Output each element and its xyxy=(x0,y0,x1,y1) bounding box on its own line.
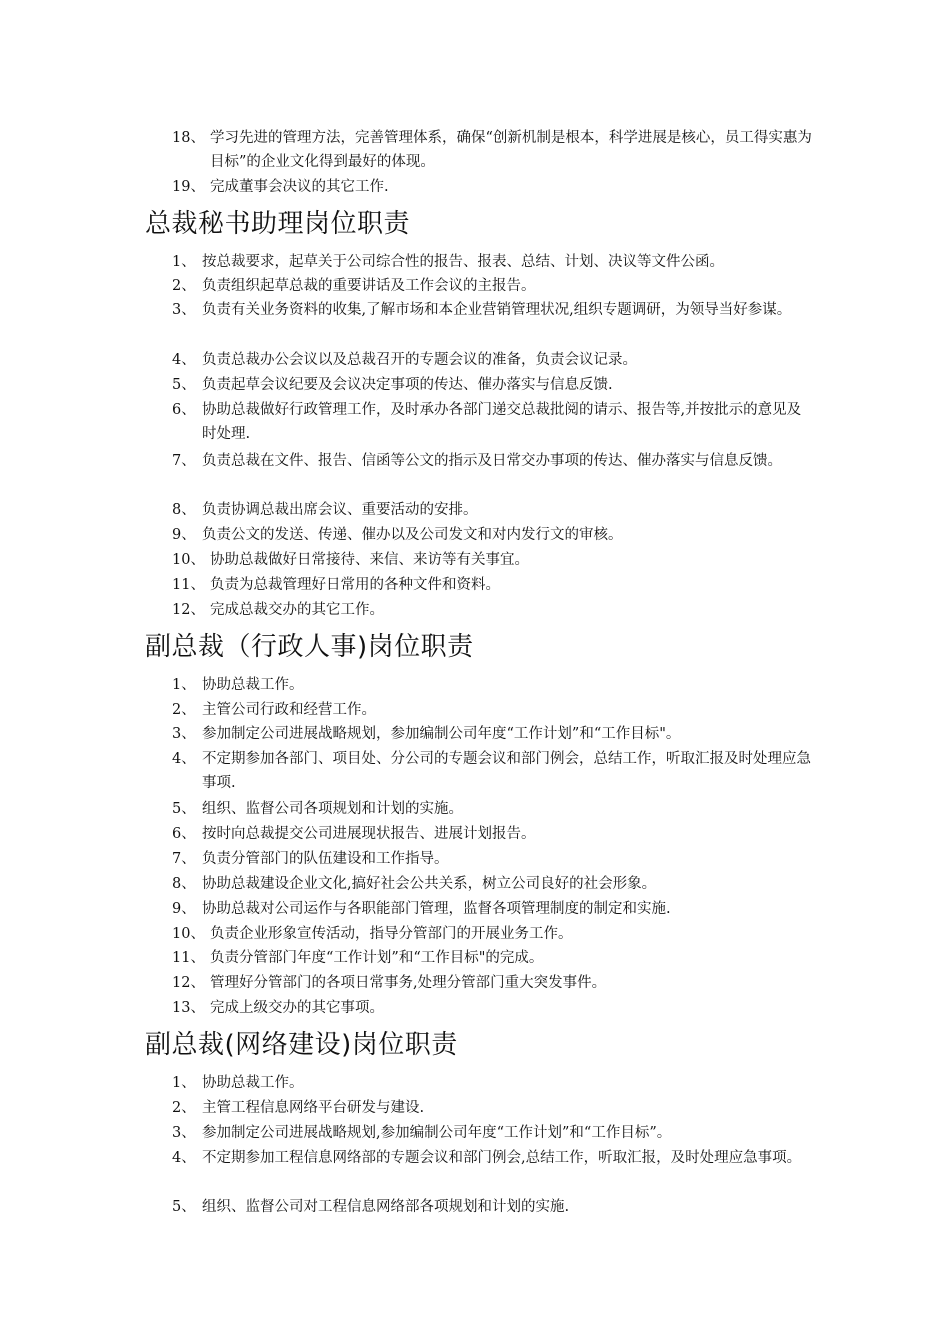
list-item xyxy=(172,922,812,946)
list-item xyxy=(172,250,812,274)
list-item xyxy=(172,175,812,199)
item-number: 5、 xyxy=(172,377,196,393)
item-number: 8、 xyxy=(172,502,196,518)
item-text: 不定期参加工程信息网络部的专题会议和部门例会,总结工作，听取汇报，及时处理应急事项。 xyxy=(202,1150,802,1166)
item-text: 负责起草会议纪要及会议决定事项的传达、催办落实与信息反馈. xyxy=(202,377,613,393)
item-text: 负责总裁办公会议以及总裁召开的专题会议的准备，负责会议记录。 xyxy=(202,352,637,368)
list-item xyxy=(172,673,812,697)
item-number: 5、 xyxy=(172,801,196,817)
item-text: 负责公文的发送、传递、催办以及公司发文和对内发行文的审核。 xyxy=(202,527,623,543)
list-item xyxy=(172,971,812,995)
item-number: 6、 xyxy=(172,402,196,418)
list-item xyxy=(172,847,812,871)
list-item xyxy=(172,1121,812,1145)
list-item xyxy=(172,698,812,722)
item-number: 3、 xyxy=(172,302,196,318)
item-text: 负责协调总裁出席会议、重要活动的安排。 xyxy=(202,502,478,518)
item-number: 1、 xyxy=(172,254,196,270)
item-number: 3、 xyxy=(172,1125,196,1141)
item-number: 3、 xyxy=(172,726,196,742)
item-text: 协助总裁工作。 xyxy=(202,1075,304,1091)
list-item xyxy=(172,126,812,174)
item-number: 7、 xyxy=(172,851,196,867)
item-number: 13、 xyxy=(172,1000,205,1016)
section-title: 副总裁（行政人事)岗位职责 xyxy=(145,632,474,662)
item-text: 按时向总裁提交公司进展现状报告、进展计划报告。 xyxy=(202,826,536,842)
item-text: 协助总裁工作。 xyxy=(202,677,304,693)
item-number: 7、 xyxy=(172,453,196,469)
item-number: 2、 xyxy=(172,1100,196,1116)
item-text: 主管工程信息网络平台研发与建设. xyxy=(202,1100,425,1116)
item-number: 12、 xyxy=(172,975,205,991)
list-item xyxy=(172,573,812,597)
item-number: 10、 xyxy=(172,926,205,942)
item-number: 10、 xyxy=(172,552,205,568)
item-number: 2、 xyxy=(172,702,196,718)
item-number: 1、 xyxy=(172,677,196,693)
list-item xyxy=(172,996,812,1020)
list-item xyxy=(172,1146,812,1170)
item-number: 6、 xyxy=(172,826,196,842)
list-item xyxy=(172,822,812,846)
list-item xyxy=(172,872,812,896)
item-text: 参加制定公司进展战略规划,参加编制公司年度“工作计划”和“工作目标”。 xyxy=(202,1125,672,1141)
item-text: 协助总裁做好日常接待、来信、来访等有关事宜。 xyxy=(210,552,529,568)
item-text: 完成上级交办的其它事项。 xyxy=(210,1000,384,1016)
item-text: 完成总裁交办的其它工作。 xyxy=(210,602,384,618)
item-text: 学习先进的管理方法，完善管理体系，确保“创新机制是根本，科学进展是核心，员工得实惠为目标”的企业文化得到最好的体现。 xyxy=(210,130,812,170)
list-item xyxy=(172,298,812,322)
item-text: 负责有关业务资料的收集,了解市场和本企业营销管理状况,组织专题调研，为领导当好参谋。 xyxy=(202,302,792,318)
item-text: 负责分管部门年度“工作计划”和“工作目标"的完成。 xyxy=(210,950,544,966)
list-item xyxy=(172,523,812,547)
list-item xyxy=(172,348,812,372)
item-text: 主管公司行政和经营工作。 xyxy=(202,702,376,718)
list-item xyxy=(172,1096,812,1120)
list-item xyxy=(172,897,812,921)
list-item xyxy=(172,498,812,522)
item-number: 9、 xyxy=(172,527,196,543)
item-number: 4、 xyxy=(172,352,196,368)
item-text: 组织、监督公司各项规划和计划的实施。 xyxy=(202,801,463,817)
item-number: 5、 xyxy=(172,1199,196,1215)
item-text: 完成董事会决议的其它工作. xyxy=(210,179,389,195)
list-item xyxy=(172,548,812,572)
item-text: 按总裁要求，起草关于公司综合性的报告、报表、总结、计划、决议等文件公函。 xyxy=(202,254,724,270)
item-number: 2、 xyxy=(172,278,196,294)
item-text: 负责分管部门的队伍建设和工作指导。 xyxy=(202,851,449,867)
item-text: 协助总裁做好行政管理工作，及时承办各部门递交总裁批阅的请示、报告等,并按批示的意见及时处理. xyxy=(202,402,802,442)
item-number: 18、 xyxy=(172,130,205,146)
section-title: 总裁秘书助理岗位职责 xyxy=(145,209,411,239)
item-text: 协助总裁对公司运作与各职能部门管理，监督各项管理制度的制定和实施. xyxy=(202,901,671,917)
item-text: 组织、监督公司对工程信息网络部各项规划和计划的实施. xyxy=(202,1199,570,1215)
item-number: 4、 xyxy=(172,1150,196,1166)
item-number: 8、 xyxy=(172,876,196,892)
list-item xyxy=(172,797,812,821)
item-text: 负责组织起草总裁的重要讲话及工作会议的主报告。 xyxy=(202,278,536,294)
item-number: 9、 xyxy=(172,901,196,917)
list-item xyxy=(172,946,812,970)
list-item xyxy=(172,1071,812,1095)
item-text: 参加制定公司进展战略规划，参加编制公司年度“工作计划”和“工作目标"。 xyxy=(202,726,681,742)
item-text: 负责为总裁管理好日常用的各种文件和资料。 xyxy=(210,577,500,593)
item-text: 负责总裁在文件、报告、信函等公文的指示及日常交办事项的传达、催办落实与信息反馈。 xyxy=(202,453,782,469)
item-number: 12、 xyxy=(172,602,205,618)
list-item xyxy=(172,274,812,298)
list-item xyxy=(172,449,812,473)
list-item xyxy=(172,1195,812,1219)
list-item xyxy=(172,598,812,622)
item-number: 11、 xyxy=(172,950,205,966)
item-text: 不定期参加各部门、项目处、分公司的专题会议和部门例会，总结工作，听取汇报及时处理应急事项. xyxy=(202,751,811,791)
item-number: 4、 xyxy=(172,751,196,767)
list-item xyxy=(172,722,812,746)
item-number: 1、 xyxy=(172,1075,196,1091)
item-number: 11、 xyxy=(172,577,205,593)
list-item xyxy=(172,398,812,446)
section-title: 副总裁(网络建设)岗位职责 xyxy=(145,1030,458,1060)
item-number: 19、 xyxy=(172,179,205,195)
item-text: 协助总裁建设企业文化,搞好社会公共关系，树立公司良好的社会形象。 xyxy=(202,876,657,892)
item-text: 负责企业形象宣传活动，指导分管部门的开展业务工作。 xyxy=(210,926,573,942)
list-item xyxy=(172,747,812,795)
list-item xyxy=(172,373,812,397)
item-text: 管理好分管部门的各项日常事务,处理分管部门重大突发事件。 xyxy=(210,975,607,991)
